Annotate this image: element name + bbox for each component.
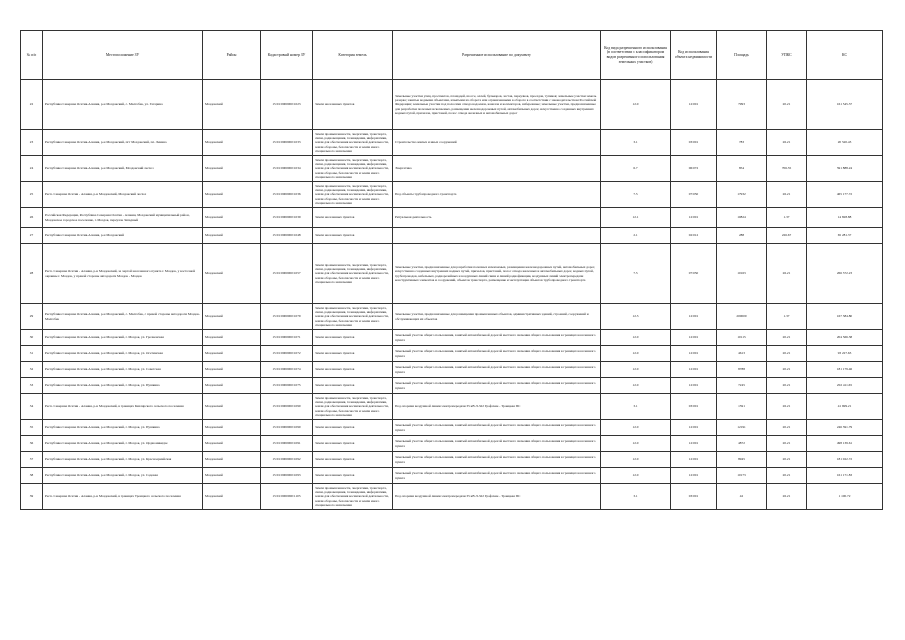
row-ks: 204 566.38 — [807, 330, 883, 346]
header-eval-code: Код использования объекта недвижимости — [671, 31, 717, 80]
row-location: Республика Северная Осетия-Алания, р-н Моздокский, г. Моздок, ул. Красноармейская — [43, 452, 203, 468]
row-permitted-use: Энергетика — [393, 156, 601, 182]
row-eval-code: 12:001 — [671, 362, 717, 378]
row-permitted-use: Земельные участки улиц, проспектов, площадей, шоссе, аллей, бульваров, застав, переулков, проездов, тупиков; земельные участки земель резерва; занятые водными объектами, изъятыми из оборота или ограниченными в обороте в соответствии с законодательством Российской Федерации; земельные участки под полосами отвода водоемов, каналов и коллекторов, набережные; земельные участки, предназначенные для разработки полезных ископаемых, размещения железнодорожных путей, автомобильных дорог, искусственно созданных внутренних водных путей, причалов, пристаней, полос отвода железных и автомобильных дорог — [393, 80, 601, 130]
row-num: 27 — [21, 228, 43, 244]
land-plots-table — [20, 30, 883, 510]
row-category: Земли промышленности, энергетики, транспорта, связи, радиовещания, телевидения, информатики, земли для обеспечения космической деятельности, земли обороны, безопасности и земли иного специального назначения — [313, 304, 393, 330]
row-district: Моздокский — [203, 436, 261, 452]
header-num: № п/п — [21, 31, 43, 80]
row-eval-code: 02:012 — [671, 228, 717, 244]
table-row — [21, 452, 883, 468]
row-category: Земли населенных пунктов — [313, 378, 393, 394]
row-permitted-use: Строительство жилых и иных сооружений — [393, 130, 601, 156]
row-permitted-use: Земельный участок общего пользования, занятый автомобильной дорогой местного значения общего пользования в границах населенного пункта — [393, 468, 601, 484]
row-location: Республика Северная Осетия-Алания, р-н Моздокский, с. Малгобек, ул. Гагарина — [43, 80, 203, 130]
row-num: 30 — [21, 330, 43, 346]
row-location: Республика Северная Осетия-Алания, р-н Моздокский — [43, 228, 203, 244]
table-row — [21, 436, 883, 452]
row-ks: 266 372.23 — [807, 244, 883, 304]
row-district: Моздокский — [203, 330, 261, 346]
row-num: 31 — [21, 346, 43, 362]
row-cadastral: 15:01:0000000:1092 — [261, 452, 313, 468]
row-num: 23 — [21, 130, 43, 156]
row-category: Земли населенных пунктов — [313, 208, 393, 228]
row-ks: 181 022.72 — [807, 452, 883, 468]
row-upks: 20.21 — [767, 80, 807, 130]
row-code: 12.0 — [601, 420, 671, 436]
row-upks: 706.35 — [767, 156, 807, 182]
row-area: 200000 — [717, 304, 767, 330]
row-permitted-use: Земельный участок общего пользования, занятый автомобильной дорогой местного значения общего пользования в границах населенного пункта — [393, 452, 601, 468]
row-upks: 20.21 — [767, 420, 807, 436]
row-location: Республика Северная Осетия-Алания, р-н Моздокский, г. Моздок, ул. Орджоникидзе — [43, 436, 203, 452]
header-location: Местоположение ЗУ — [43, 31, 203, 80]
row-code: 3.1 — [601, 130, 671, 156]
header-code: Код вида разрешенного использования (в соответствии с классификатором видов разрешенного использования земельных участков) — [601, 31, 671, 80]
row-location: Республика Северная Осетия-Алания, р-н Моздокский, с. Малгобек, с правой стороны автодороги Моздок-Малгобек — [43, 304, 203, 330]
row-num: 32 — [21, 362, 43, 378]
row-area: 783 — [717, 130, 767, 156]
row-area: 10115 — [717, 330, 767, 346]
row-code: 12.0 — [601, 346, 671, 362]
table-row — [21, 130, 883, 156]
row-area: 7245 — [717, 378, 767, 394]
row-area: 17932 — [717, 182, 767, 208]
table-row — [21, 468, 883, 484]
table-row — [21, 330, 883, 346]
row-category: Земли промышленности, энергетики, транспорта, связи, радиовещания, телевидения, информатики, земли для обеспечения космической деятельности, земли обороны, безопасности и земли иного специального назначения — [313, 156, 393, 182]
header-upks: УПКС — [767, 31, 807, 80]
row-district: Моздокский — [203, 362, 261, 378]
row-eval-code: 12:001 — [671, 80, 717, 130]
row-upks: 26.21 — [767, 484, 807, 510]
row-code: 7.5 — [601, 244, 671, 304]
row-ks: 161 545.37 — [807, 80, 883, 130]
row-code: 12.0 — [601, 436, 671, 452]
row-eval-code: 03:001 — [671, 484, 717, 510]
row-district: Моздокский — [203, 228, 261, 244]
row-area: 10824 — [717, 208, 767, 228]
table-body — [21, 80, 883, 510]
row-eval-code: 03:001 — [671, 394, 717, 420]
row-num: 38 — [21, 468, 43, 484]
row-ks: 20 520.43 — [807, 130, 883, 156]
row-area: 10163 — [717, 244, 767, 304]
row-permitted-use: Под объекты трубопроводного транспорта — [393, 182, 601, 208]
header-area: Площадь — [717, 31, 767, 80]
row-ks: 167 384.80 — [807, 304, 883, 330]
row-upks: 20.21 — [767, 436, 807, 452]
row-location: Республика Северная Осетия-Алания, р-н Моздокский, г. Моздок, ул. Пушкина — [43, 420, 203, 436]
row-num: 34 — [21, 394, 43, 420]
row-upks: 1.37 — [767, 304, 807, 330]
row-permitted-use — [393, 228, 601, 244]
row-num: 26 — [21, 208, 43, 228]
row-permitted-use: Ритуальная деятельность — [393, 208, 601, 228]
row-location: Республика Северная Осетия-Алания, р-н Моздокский, г. Моздок, ул. Пушкина — [43, 378, 203, 394]
row-permitted-use: Под опорами воздушной линии электропередачи 35 кВ Л-322 Графские - Троицкая ПС — [393, 394, 601, 420]
row-code: 12.0 — [601, 452, 671, 468]
row-ks: 14 828.88 — [807, 208, 883, 228]
row-cadastral: 15:01:0000000:1074 — [261, 362, 313, 378]
row-area: 8788 — [717, 362, 767, 378]
header-permitted-use: Разрешенное использование по документу — [393, 31, 601, 80]
row-cadastral: 15:01:0000000:1093 — [261, 468, 313, 484]
row-ks: 1 100.72 — [807, 484, 883, 510]
row-eval-code: 12:001 — [671, 436, 717, 452]
row-district: Моздокский — [203, 244, 261, 304]
row-location: Респ. Северная Осетия - Алания, р-н Моздокский, в границах Кизлярского сельского поселения — [43, 394, 203, 420]
row-area: 10173 — [717, 468, 767, 484]
row-code: 12.0 — [601, 80, 671, 130]
table-row — [21, 378, 883, 394]
row-ks: 591 888.24 — [807, 156, 883, 182]
row-code: 12.0 — [601, 378, 671, 394]
row-category: Земли промышленности, энергетики, транспорта, связи, радиовещания, телевидения, информатики, земли для обеспечения космической деятельности, земли обороны, безопасности и земли иного специального назначения — [313, 244, 393, 304]
row-eval-code: 12:001 — [671, 304, 717, 330]
row-location: Респ. Северная Осетия - Алания, р-н Моздокский, за чертой населенного пункта г. Моздок, у восточной окраины г. Моздок, у правой стороны автодороги Моздок - Моздок — [43, 244, 203, 304]
row-cadastral: 15:01:0000000:1071 — [261, 330, 313, 346]
row-upks: 226.67 — [767, 228, 807, 244]
row-num: 29 — [21, 304, 43, 330]
header-cadastral: Кадастровый номер ЗУ — [261, 31, 313, 80]
row-ks: 202 411.65 — [807, 378, 883, 394]
row-num: 22 — [21, 80, 43, 130]
row-eval-code: 12:001 — [671, 452, 717, 468]
row-category: Земли промышленности, энергетики, транспорта, связи, радиовещания, телевидения, информатики, земли для обеспечения космической деятельности, земли обороны, безопасности и земли иного специального назначения — [313, 182, 393, 208]
row-ks: 181 179.46 — [807, 362, 883, 378]
row-ks: 246 391.79 — [807, 420, 883, 436]
row-code: 12.3 — [601, 304, 671, 330]
row-area: 1591 — [717, 394, 767, 420]
row-category: Земли населенных пунктов — [313, 436, 393, 452]
table-row — [21, 362, 883, 378]
table-row — [21, 208, 883, 228]
row-permitted-use: Под опорами воздушной линии электропередачи 35 кВ Л-322 Графские - Троицкая ПС — [393, 484, 601, 510]
row-num: 35 — [21, 420, 43, 436]
row-num: 36 — [21, 436, 43, 452]
row-area: 7993 — [717, 80, 767, 130]
row-permitted-use: Земельный участок общего пользования, занятый автомобильной дорогой местного значения общего пользования в границах населенного пункта — [393, 346, 601, 362]
row-cadastral: 15:01:0000000:1023 — [261, 80, 313, 130]
row-category: Земли промышленности, энергетики, транспорта, связи, радиовещания, телевидения, информатики, земли для обеспечения космической деятельности, земли обороны, безопасности и земли иного специального назначения — [313, 130, 393, 156]
row-category: Земли населенных пунктов — [313, 228, 393, 244]
row-ks: 41 699.21 — [807, 394, 883, 420]
row-cadastral: 15:01:0000000:1036 — [261, 182, 313, 208]
row-upks: 26.21 — [767, 394, 807, 420]
row-ks: 93 227.63 — [807, 346, 883, 362]
row-cadastral: 15:01:0000000:1034 — [261, 156, 313, 182]
row-num: 37 — [21, 452, 43, 468]
row-district: Моздокский — [203, 182, 261, 208]
row-ks: 498 139.61 — [807, 436, 883, 452]
row-cadastral: 15:01:0000000:1105 — [261, 484, 313, 510]
row-district: Моздокский — [203, 452, 261, 468]
row-eval-code: 12:001 — [671, 378, 717, 394]
row-code: 3.1 — [601, 484, 671, 510]
row-area: 4872 — [717, 436, 767, 452]
row-num: 33 — [21, 378, 43, 394]
row-district: Моздокский — [203, 420, 261, 436]
row-code: 6.7 — [601, 156, 671, 182]
row-code: 12.1 — [601, 208, 671, 228]
row-district: Моздокский — [203, 378, 261, 394]
row-location: Республика Северная Осетия-Алания, р-н Моздокский, г. Моздок, ул. Советская — [43, 362, 203, 378]
row-eval-code: 12:001 — [671, 468, 717, 484]
row-location: Республика Северная Осетия-Алания, р-н Моздокский, Моздокский лесхоз — [43, 156, 203, 182]
row-num: 24 — [21, 156, 43, 182]
table-row — [21, 244, 883, 304]
header-district: Район — [203, 31, 261, 80]
row-ks: 465 177.72 — [807, 182, 883, 208]
row-eval-code: 03:001 — [671, 130, 717, 156]
row-area: 288 — [717, 228, 767, 244]
row-district: Моздокский — [203, 394, 261, 420]
row-eval-code: 07:050 — [671, 244, 717, 304]
row-eval-code: 07:050 — [671, 182, 717, 208]
row-upks: 20.21 — [767, 378, 807, 394]
row-num: 28 — [21, 244, 43, 304]
row-area: 42 — [717, 484, 767, 510]
row-upks: 20.21 — [767, 346, 807, 362]
row-eval-code: 12:001 — [671, 330, 717, 346]
row-cadastral: 15:01:0000000:1091 — [261, 436, 313, 452]
row-area: 12191 — [717, 420, 767, 436]
row-area: 4613 — [717, 346, 767, 362]
row-eval-code: 12:001 — [671, 420, 717, 436]
table-row — [21, 156, 883, 182]
row-code: 3.1 — [601, 394, 671, 420]
row-upks: 20.21 — [767, 362, 807, 378]
row-cadastral: 15:01:0000000:1090 — [261, 420, 313, 436]
row-category: Земли населенных пунктов — [313, 80, 393, 130]
row-permitted-use: Земельный участок общего пользования, занятый автомобильной дорогой местного значения общего пользования в границах населенного пункта — [393, 420, 601, 436]
header-ks: КС — [807, 31, 883, 80]
row-district: Моздокский — [203, 80, 261, 130]
row-num: 39 — [21, 484, 43, 510]
row-category: Земли населенных пунктов — [313, 420, 393, 436]
row-cadastral: 15:01:0000000:1090 — [261, 394, 313, 420]
row-eval-code: 06:072 — [671, 156, 717, 182]
row-upks: 26.21 — [767, 244, 807, 304]
row-code: 12.0 — [601, 468, 671, 484]
row-category: Земли промышленности, энергетики, транспорта, связи, радиовещания, телевидения, информатики, земли для обеспечения космической деятельности, земли обороны, безопасности и земли иного специального назначения — [313, 394, 393, 420]
table-row — [21, 394, 883, 420]
row-category: Земли населенных пунктов — [313, 362, 393, 378]
row-category: Земли промышленности, энергетики, транспорта, связи, радиовещания, телевидения, информатики, земли для обеспечения космической деятельности, земли обороны, безопасности и земли иного специального назначения — [313, 484, 393, 510]
row-category: Земли населенных пунктов — [313, 346, 393, 362]
table-row — [21, 484, 883, 510]
row-district: Моздокский — [203, 304, 261, 330]
row-permitted-use: Земельный участок общего пользования, занятый автомобильной дорогой местного значения общего пользования в границах населенного пункта — [393, 436, 601, 452]
row-code: 2.1 — [601, 228, 671, 244]
row-upks: 26.21 — [767, 182, 807, 208]
header-category: Категория земель — [313, 31, 393, 80]
row-location: Респ. Северная Осетия - Алания, р-н Моздокский, в границах Троицкого сельского поселения — [43, 484, 203, 510]
row-permitted-use: Земельные участки, предназначенные для размещения промышленных объектов, административных зданий, строений, сооружений и обслуживающих их объектов — [393, 304, 601, 330]
row-code: 12.0 — [601, 362, 671, 378]
row-cadastral: 15:01:0000000:1075 — [261, 378, 313, 394]
row-cadastral: 15:01:0000000:1048 — [261, 228, 313, 244]
row-category: Земли населенных пунктов — [313, 330, 393, 346]
row-location: Респ. Северная Осетия - Алания, р-н Моздокский, Моздокский лесхоз — [43, 182, 203, 208]
row-eval-code: 12:001 — [671, 208, 717, 228]
row-location: Российская Федерация, Республика Северная Осетия - Алания, Моздокский муниципальный район, Моздокское городское поселение, г. Моздок, переулок Западный — [43, 208, 203, 228]
table-row — [21, 346, 883, 362]
row-upks: 20.21 — [767, 468, 807, 484]
row-location: Республика Северная Осетия-Алания, р-н Моздокский, г. Моздок, ул. Грозненская — [43, 330, 203, 346]
row-upks: 20.21 — [767, 330, 807, 346]
table-row — [21, 80, 883, 130]
row-cadastral: 15:01:0000000:1039 — [261, 208, 313, 228]
row-permitted-use: Земельный участок общего пользования, занятый автомобильной дорогой местного значения общего пользования в границах населенного пункта — [393, 362, 601, 378]
row-location: Республика Северная Осетия-Алания, р-н Моздокский, пгт Моздокский, пл. Ленина — [43, 130, 203, 156]
row-cadastral: 15:01:0000000:1057 — [261, 244, 313, 304]
row-district: Моздокский — [203, 484, 261, 510]
row-district: Моздокский — [203, 208, 261, 228]
row-ks: 161 171.83 — [807, 468, 883, 484]
row-ks: 65 281.37 — [807, 228, 883, 244]
row-permitted-use: Земельные участки, предназначенные для разработки полезных ископаемых, размещения железнодорожных путей, автомобильных дорог, искусственно созданных внутренних водных путей, причалов, пристаней, полос отвода железных и автомобильных дорог, водных путей, трубопроводов, кабельных, радиорелейных и воздушных линий связи и линий радиофикации, воздушных линий электропередачи конструктивных элементов и сооружений, объектов транспорта, размещение и эксплуатация объектов трубопроводного транспорта — [393, 244, 601, 304]
row-code: 12.0 — [601, 330, 671, 346]
row-district: Моздокский — [203, 468, 261, 484]
row-location: Республика Северная Осетия-Алания, р-н Моздокский, г. Моздок, ул. Садовая — [43, 468, 203, 484]
row-cadastral: 15:01:0000000:1072 — [261, 346, 313, 362]
row-permitted-use: Земельный участок общего пользования, занятый автомобильной дорогой местного значения общего пользования в границах населенного пункта — [393, 330, 601, 346]
row-upks: 20.21 — [767, 452, 807, 468]
table-row — [21, 182, 883, 208]
table-row — [21, 420, 883, 436]
row-cadastral: 15:01:0000000:1079 — [261, 304, 313, 330]
table-header-row — [21, 31, 883, 80]
row-num: 25 — [21, 182, 43, 208]
table-row — [21, 304, 883, 330]
row-district: Моздокский — [203, 130, 261, 156]
row-upks: 1.37 — [767, 208, 807, 228]
row-district: Моздокский — [203, 346, 261, 362]
row-area: 854 — [717, 156, 767, 182]
row-upks: 26.21 — [767, 130, 807, 156]
table-row — [21, 228, 883, 244]
row-eval-code: 12:001 — [671, 346, 717, 362]
row-district: Моздокский — [203, 156, 261, 182]
row-permitted-use: Земельный участок общего пользования, занятый автомобильной дорогой местного значения общего пользования в границах населенного пункта — [393, 378, 601, 394]
row-category: Земли населенных пунктов — [313, 452, 393, 468]
row-category: Земли населенных пунктов — [313, 468, 393, 484]
row-area: 8945 — [717, 452, 767, 468]
row-code: 7.5 — [601, 182, 671, 208]
row-location: Республика Северная Осетия-Алания, р-н Моздокский, г. Моздок, ул. Осетинская — [43, 346, 203, 362]
row-cadastral: 15:01:0000000:1033 — [261, 130, 313, 156]
